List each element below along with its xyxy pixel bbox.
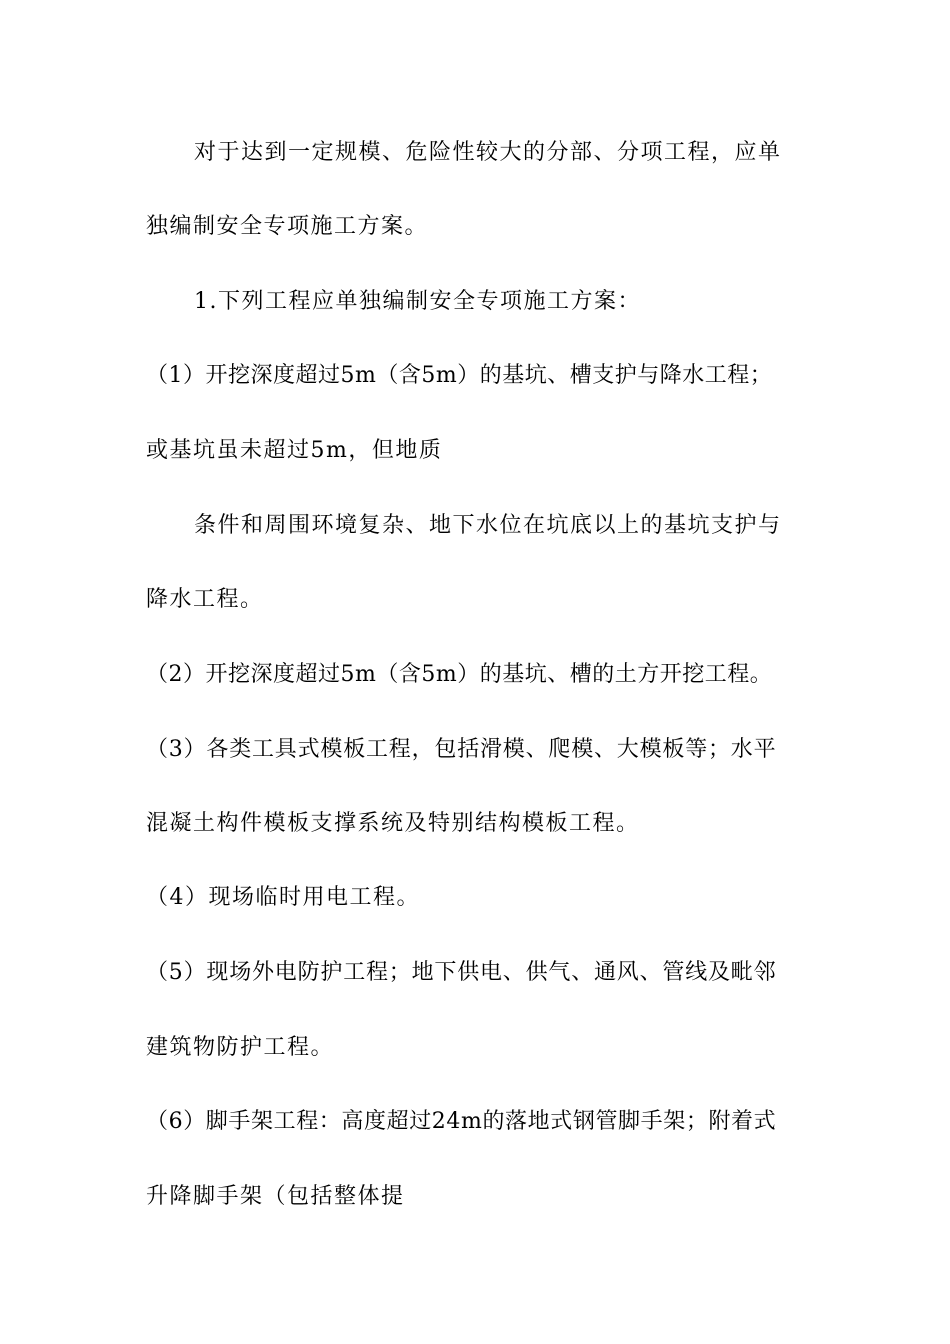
paragraph-line: 独编制安全专项施工方案。 — [146, 214, 429, 239]
paragraph-line: （6）脚手架工程：高度超过24m的落地式钢管脚手架；附着式 — [146, 1109, 777, 1134]
paragraph-line: （5）现场外电防护工程；地下供电、供气、通风、管线及毗邻 — [146, 960, 777, 985]
paragraph-line: （2）开挖深度超过5m（含5m）的基坑、槽的土方开挖工程。 — [146, 662, 773, 687]
paragraph-line: 条件和周围环境复杂、地下水位在坑底以上的基坑支护与 — [194, 513, 782, 538]
paragraph-line: 混凝土构件模板支撑系统及特别结构模板工程。 — [146, 811, 640, 836]
paragraph-line: 降水工程。 — [146, 587, 264, 612]
paragraph-line: 对于达到一定规模、危险性较大的分部、分项工程，应单 — [194, 140, 782, 165]
paragraph-line: （3）各类工具式模板工程，包括滑模、爬模、大模板等；水平 — [146, 737, 777, 762]
paragraph-line: 或基坑虽未超过5m，但地质 — [146, 438, 443, 463]
paragraph-line: 建筑物防护工程。 — [146, 1035, 335, 1060]
paragraph-line: （1）开挖深度超过5m（含5m）的基坑、槽支护与降水工程； — [146, 363, 773, 388]
paragraph-line: 升降脚手架（包括整体提 — [146, 1184, 405, 1209]
paragraph-line: （4）现场临时用电工程。 — [146, 885, 420, 910]
paragraph-line: 1.下列工程应单独编制安全专项施工方案： — [194, 289, 641, 314]
